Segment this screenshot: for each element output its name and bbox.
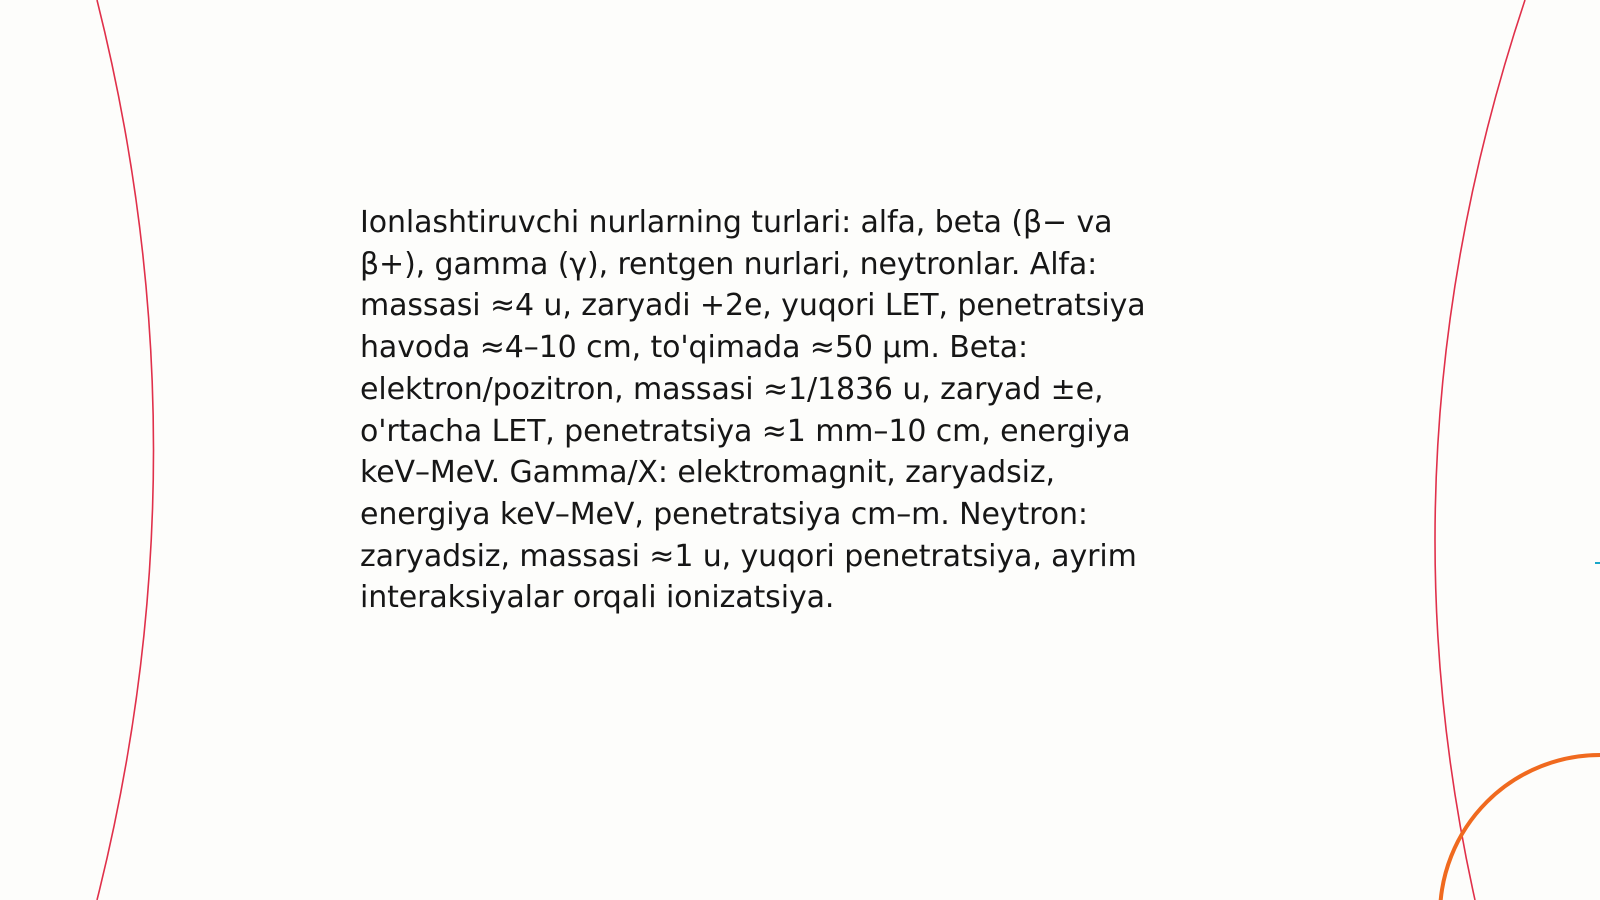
text-line: o'rtacha LET, penetratsiya ≈1 mm–10 cm, energiya [360, 413, 1131, 449]
text-line: massasi ≈4 u, zaryadi +2e, yuqori LET, penetratsiya [360, 288, 1146, 324]
right-arc [1435, 0, 1525, 900]
text-line: interaksiyalar orqali ionizatsiya. [360, 580, 835, 616]
body-text [360, 202, 1210, 619]
text-line: zaryadsiz, massasi ≈1 u, yuqori penetratsiya, ayrim [360, 538, 1137, 574]
text-line: keV–MeV. Gamma/X: elektromagnit, zaryadsiz, [360, 455, 1055, 491]
text-line: energiya keV–MeV, penetratsiya cm–m. Neytron: [360, 496, 1088, 532]
left-arc [97, 0, 154, 900]
orange-circle-arc [1440, 755, 1600, 900]
text-line: Ionlashtiruvchi nurlarning turlari: alfa, beta (β− va [360, 205, 1113, 240]
text-line: elektron/pozitron, massasi ≈1/1836 u, zaryad ±e, [360, 371, 1104, 407]
text-line: β+), gamma (γ), rentgen nurlari, neytronlar. Alfa: [360, 246, 1098, 282]
text-line: havoda ≈4–10 cm, to'qimada ≈50 μm. Beta: [360, 330, 1029, 366]
